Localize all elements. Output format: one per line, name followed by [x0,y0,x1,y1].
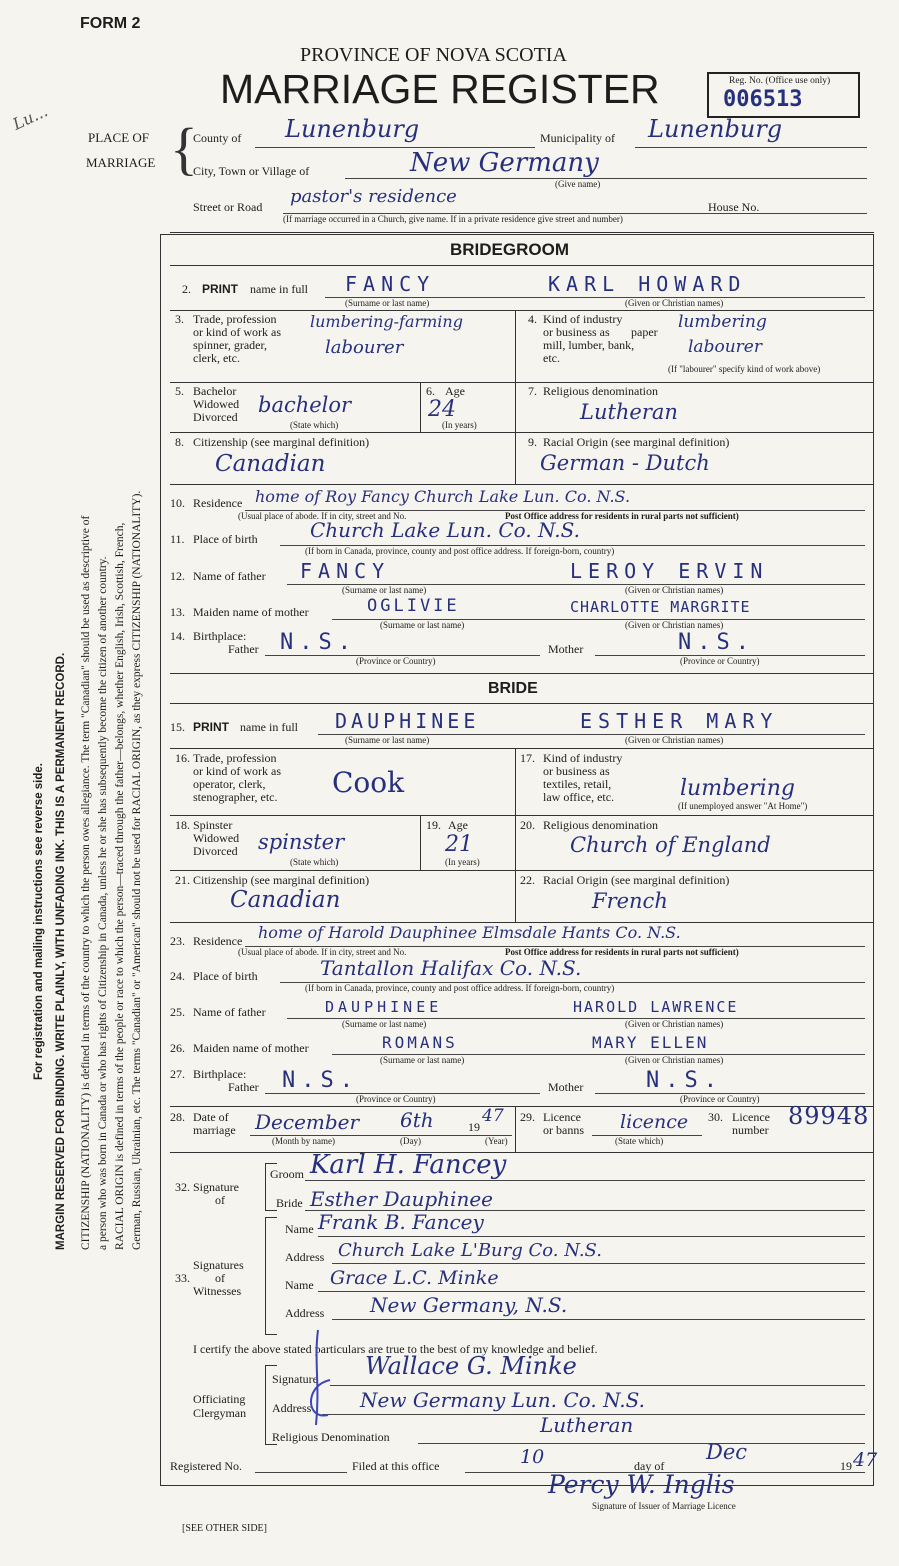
bride-father-bp-label: Father [228,1080,259,1094]
groom-trade-label-1: Trade, profession [193,312,277,326]
groom-father-surname: FANCY [300,559,391,583]
witness1-address-label: Address [285,1250,325,1264]
bride-trade-label-1: Trade, profession [193,751,277,765]
bride-signature: Esther Dauphinee [310,1187,494,1211]
groom-surname: FANCY [345,272,436,296]
witness2-name-label: Name [285,1278,314,1292]
bride-trade-label-2: or kind of work as [193,764,281,778]
field-32-number: 32. [175,1180,190,1194]
bride-birthplace-value: Tantallon Halifax Co. N.S. [320,956,582,980]
bride-father-bp-value: N.S. [282,1068,359,1093]
groom-father-label: Name of father [193,569,266,583]
bride-religion-value: Church of England [570,833,771,857]
witness-label-1: Signatures [193,1258,244,1272]
bride-father-bp-caption: (Province or Country) [356,1094,436,1104]
street-label: Street or Road [193,200,263,214]
groom-mother-surname: OGLIVIE [367,596,460,616]
bride-status-label-1: Spinster [193,818,233,832]
province-title: PROVINCE OF NOVA SCOTIA [300,44,567,66]
bride-industry-value: lumbering [680,776,795,801]
licence-number-label-2: number [732,1123,769,1137]
field-20-number: 20. [520,818,535,832]
witness-label-2: of [215,1271,225,1285]
city-value: New Germany [410,148,599,178]
groom-mother-bp-label: Mother [548,642,584,656]
field-14-number: 14. [170,629,185,643]
see-other-side: [SEE OTHER SIDE] [182,1523,267,1534]
filed-label: Filed at this office [352,1459,440,1473]
witness1-name: Frank B. Fancey [318,1210,484,1234]
bride-status-label-2: Widowed [193,831,240,845]
certify-statement: I certify the above stated particulars are true to the best of my knowledge and belief. [193,1342,598,1356]
groom-trade-label-3: spinner, grader, [193,338,268,352]
field-21-number: 21. [175,873,190,887]
licence-number: 89948 [788,1102,870,1130]
county-value: Lunenburg [285,115,420,143]
sidebar-binding: MARGIN RESERVED FOR BINDING. WRITE PLAINLY, WITH UNFADING INK. THIS IS A PERMANENT RECORD. [55,652,67,1250]
bride-status-value: spinster [258,830,345,854]
groom-father-given-caption: (Given or Christian names) [625,585,724,595]
field-9-number: 9. [528,435,537,449]
field-27-number: 27. [170,1067,185,1081]
field-8-number: 8. [175,435,184,449]
field-5-number: 5. [175,384,184,398]
field-29-number: 29. [520,1110,535,1124]
groom-status-label-2: Widowed [193,397,240,411]
groom-trade-value-2: labourer [325,337,404,358]
issuer-signature: Percy W. Inglis [548,1470,735,1499]
bride-trade-value: Cook [332,766,405,799]
bride-status-label-3: Divorced [193,844,238,858]
groom-residence-caption-a: (Usual place of abode. If in city, street and No. [238,511,407,521]
bride-age-caption: (In years) [445,857,480,867]
groom-mother-bp-caption: (Province or Country) [680,656,760,666]
witness2-name: Grace L.C. Minke [330,1267,499,1289]
bride-racial-value: French [592,889,668,913]
field-13-number: 13. [170,605,185,619]
bride-father-given: HAROLD LAWRENCE [573,998,739,1016]
bride-residence-label: Residence [193,934,243,948]
field-6-number: 6. [426,384,435,398]
registrar-mark-icon [300,1325,340,1435]
field-2-number: 2. [182,282,191,296]
bride-signature-label: Bride [276,1196,303,1210]
bridegroom-heading: BRIDEGROOM [450,240,569,259]
groom-name-label: name in full [250,282,308,296]
bride-birthplace-caption: (If born in Canada, province, county and post office address. If foreign-born, country) [305,983,615,993]
reg-no-value: 006513 [723,87,803,112]
groom-age-label: Age [445,384,465,398]
groom-birthplace-parents-label: Birthplace: [193,629,247,643]
bride-industry-label-1: Kind of industry [543,751,623,765]
groom-trade-value-1: lumbering-farming [310,312,463,331]
groom-industry-value-2: labourer [688,337,762,357]
bride-birthplace-parents-label: Birthplace: [193,1067,247,1081]
bride-surname: DAUPHINEE [335,709,480,733]
witness-bracket [265,1217,277,1335]
city-caption: (Give name) [555,179,601,189]
field-18-number: 18. [175,818,190,832]
groom-mother-label: Maiden name of mother [193,605,309,619]
bride-mother-given-caption: (Given or Christian names) [625,1055,724,1065]
groom-birthplace-label: Place of birth [193,532,258,546]
clergy-signature-label: Signature [272,1372,318,1386]
marriage-year-caption: (Year) [485,1136,508,1146]
licence-type: licence [620,1111,689,1133]
filed-month: Dec [706,1440,748,1464]
field-12-number: 12. [170,569,185,583]
bride-birthplace-label: Place of birth [193,969,258,983]
clergy-address-label: Address [272,1401,312,1415]
sidebar-citizenship-1: CITIZENSHIP (NATIONALITY) is defined in terms of the country to which the person owes allegiance. The term "Canadian" should be used as descriptive of [80,515,92,1250]
groom-status-label-1: Bachelor [193,384,237,398]
bride-residence-caption-a: (Usual place of abode. If in city, street and No. [238,947,407,957]
groom-citizenship-value: Canadian [215,451,326,477]
form-number: FORM 2 [80,15,141,32]
officiating-label-1: Officiating [193,1392,246,1406]
groom-industry-label-1: Kind of industry [543,312,623,326]
bride-mother-surname: ROMANS [382,1033,458,1052]
day-of-label: day of [634,1459,665,1473]
county-label: County of [193,131,242,145]
bride-father-surname: DAUPHINEE [325,998,443,1016]
house-label: House No. [708,200,760,214]
witness2-address: New Germany, N.S. [370,1293,568,1317]
field-23-number: 23. [170,934,185,948]
groom-surname-caption: (Surname or last name) [345,298,430,308]
clergy-address: New Germany Lun. Co. N.S. [360,1388,645,1412]
place-label-2: MARRIAGE [86,155,156,170]
margin-note: Lu... [9,101,51,134]
sidebar-instructions: For registration and mailing instructions see reverse side. [33,763,45,1080]
bride-heading: BRIDE [488,680,538,697]
groom-racial-label: Racial Origin (see marginal definition) [543,435,730,449]
marriage-date-label-2: marriage [193,1123,236,1137]
sidebar-racial-1: RACIAL ORIGIN is defined in terms of the people or race to which the person—traced through the father—belongs, whether English, Irish, Scottish, French, [114,522,126,1250]
bride-mother-bp-caption: (Province or Country) [680,1094,760,1104]
groom-religion-value: Lutheran [580,400,678,424]
place-brace: { [170,116,198,181]
witness2-address-label: Address [285,1306,325,1320]
filed-day: 10 [520,1446,545,1468]
bride-surname-caption: (Surname or last name) [345,735,430,745]
groom-mother-given-caption: (Given or Christian names) [625,620,724,630]
groom-status-caption: (State which) [290,420,339,430]
bride-trade-label-3: operator, clerk, [193,777,266,791]
bride-religion-label: Religious denomination [543,818,658,832]
reg-no-box [707,72,860,118]
bride-mother-bp-value: N.S. [646,1068,723,1093]
field-33-number: 33. [175,1271,190,1285]
field-16-number: 16. [175,751,190,765]
groom-signature: Karl H. Fancey [310,1150,507,1180]
field-30-number: 30. [708,1110,723,1124]
groom-age-value: 24 [428,397,456,422]
bride-status-caption: (State which) [290,857,339,867]
signature-label-2: of [215,1193,225,1207]
groom-father-surname-caption: (Surname or last name) [342,585,427,595]
groom-trade-label-4: clerk, etc. [193,351,240,365]
officiating-label-2: Clergyman [193,1406,247,1420]
groom-industry-label-2: or business as [543,325,610,339]
place-label-1: PLACE OF [88,130,150,145]
registered-no-label: Registered No. [170,1459,242,1473]
licence-label-1: Licence [543,1110,581,1124]
bride-mother-given: MARY ELLEN [592,1033,709,1052]
bride-racial-label: Racial Origin (see marginal definition) [543,873,730,887]
groom-citizenship-label: Citizenship (see marginal definition) [193,435,370,449]
licence-label-2: or banns [543,1123,584,1137]
groom-industry-label-3: paper [631,325,658,339]
groom-residence-label: Residence [193,496,243,510]
groom-industry-caption: (If "labourer" specify kind of work above) [668,364,821,374]
field-7-number: 7. [528,384,537,398]
field-25-number: 25. [170,1005,185,1019]
bride-citizenship-value: Canadian [230,887,341,913]
bride-age-label: Age [448,818,468,832]
groom-residence-caption-b: Post Office address for residents in rural parts not sufficient) [505,511,739,521]
licence-type-caption: (State which) [615,1136,664,1146]
bride-mother-bp-label: Mother [548,1080,584,1094]
bride-industry-label-4: law office, etc. [543,790,615,804]
bride-given-caption: (Given or Christian names) [625,735,724,745]
groom-father-bp-caption: (Province or Country) [356,656,436,666]
witness-label-3: Witnesses [193,1284,242,1298]
field-19-number: 19. [426,818,441,832]
bride-industry-label-2: or business as [543,764,610,778]
field-3-number: 3. [175,312,184,326]
bride-mother-label: Maiden name of mother [193,1041,309,1055]
bride-father-label: Name of father [193,1005,266,1019]
sidebar-citizenship-2: a person who was born in Canada or who has rights of Citizenship in Canada, unless he or she has subsequently become the citizen of another country. [97,556,109,1250]
field-24-number: 24. [170,969,185,983]
bride-given: ESTHER MARY [580,709,779,733]
groom-mother-bp-value: N.S. [678,630,755,655]
bride-father-surname-caption: (Surname or last name) [342,1019,427,1029]
groom-age-caption: (In years) [442,420,477,430]
bride-name-label: name in full [240,720,298,734]
groom-father-bp-value: N.S. [280,630,357,655]
groom-mother-surname-caption: (Surname or last name) [380,620,465,630]
field-26-number: 26. [170,1041,185,1055]
groom-racial-value: German - Dutch [540,451,710,475]
groom-status-value: bachelor [258,393,352,417]
groom-father-bp-label: Father [228,642,259,656]
clergy-denomination-label: Religious Denomination [272,1430,390,1444]
filed-year-prefix: 19 [840,1459,852,1473]
municipality-label: Municipality of [540,131,615,145]
groom-given-caption: (Given or Christian names) [625,298,724,308]
witness1-name-label: Name [285,1222,314,1236]
groom-birthplace-caption: (If born in Canada, province, county and post office address. If foreign-born, country) [305,546,615,556]
groom-father-given: LEROY ERVIN [570,559,769,583]
filed-year: 47 [853,1449,878,1471]
bride-trade-label-4: stenographer, etc. [193,790,278,804]
groom-industry-label-5: etc. [543,351,560,365]
clergy-signature: Wallace G. Minke [365,1352,577,1380]
bride-industry-label-3: textiles, retail, [543,777,612,791]
field-10-number: 10. [170,496,185,510]
field-11-number: 11. [170,532,185,546]
marriage-date-label-1: Date of [193,1110,229,1124]
groom-signature-label: Groom [270,1167,304,1181]
marriage-day-caption: (Day) [400,1136,421,1146]
bride-citizenship-label: Citizenship (see marginal definition) [193,873,370,887]
bride-father-given-caption: (Given or Christian names) [625,1019,724,1029]
issuer-caption: Signature of Issuer of Marriage Licence [592,1501,736,1511]
witness1-address: Church Lake L'Burg Co. N.S. [338,1240,602,1261]
marriage-day: 6th [400,1108,434,1132]
groom-trade-label-2: or kind of work as [193,325,281,339]
bride-print-label: PRINT [193,720,229,734]
bride-residence-caption-b: Post Office address for residents in rural parts not sufficient) [505,947,739,957]
field-4-number: 4. [528,312,537,326]
field-15-number: 15. [170,720,185,734]
marriage-month: December [255,1110,360,1134]
bride-age-value: 21 [445,832,473,857]
groom-mother-given: CHARLOTTE MARGRITE [570,598,751,616]
municipality-value: Lunenburg [648,115,783,143]
bride-industry-caption: (If unemployed answer "At Home") [678,801,808,811]
groom-industry-label-4: mill, lumber, bank, [543,338,635,352]
groom-status-label-3: Divorced [193,410,238,424]
groom-industry-value-1: lumbering [678,312,767,332]
signature-label-1: Signature [193,1180,239,1194]
groom-birthplace-value: Church Lake Lun. Co. N.S. [310,518,580,542]
bride-mother-surname-caption: (Surname or last name) [380,1055,465,1065]
bride-residence-value: home of Harold Dauphinee Elmsdale Hants Co. N.S. [258,923,681,942]
street-caption: (If marriage occurred in a Church, give name. If in a private residence give street and number) [283,214,623,224]
reg-no-label: Reg. No. (Office use only) [729,76,831,86]
marriage-month-caption: (Month by name) [272,1136,335,1146]
groom-given: KARL HOWARD [548,272,747,296]
groom-religion-label: Religious denomination [543,384,658,398]
city-label: City, Town or Village of [193,164,310,178]
field-22-number: 22. [520,873,535,887]
marriage-year-prefix: 19 [468,1120,480,1134]
page-title: MARRIAGE REGISTER [220,66,660,112]
clergy-denomination: Lutheran [540,1413,634,1437]
groom-residence-value: home of Roy Fancy Church Lake Lun. Co. N.S. [255,487,631,506]
street-value: pastor's residence [290,186,457,207]
groom-print-label: PRINT [202,282,238,296]
marriage-year: 47 [482,1106,504,1126]
field-17-number: 17. [520,751,535,765]
sidebar-racial-2: German, Russian, Ukrainian, etc. The terms "Canadian" or "American" should not be used for RACIAL ORIGIN, as they express CITIZENSHIP (NATIONALITY). [131,490,143,1250]
licence-number-label-1: Licence [732,1110,770,1124]
field-28-number: 28. [170,1110,185,1124]
